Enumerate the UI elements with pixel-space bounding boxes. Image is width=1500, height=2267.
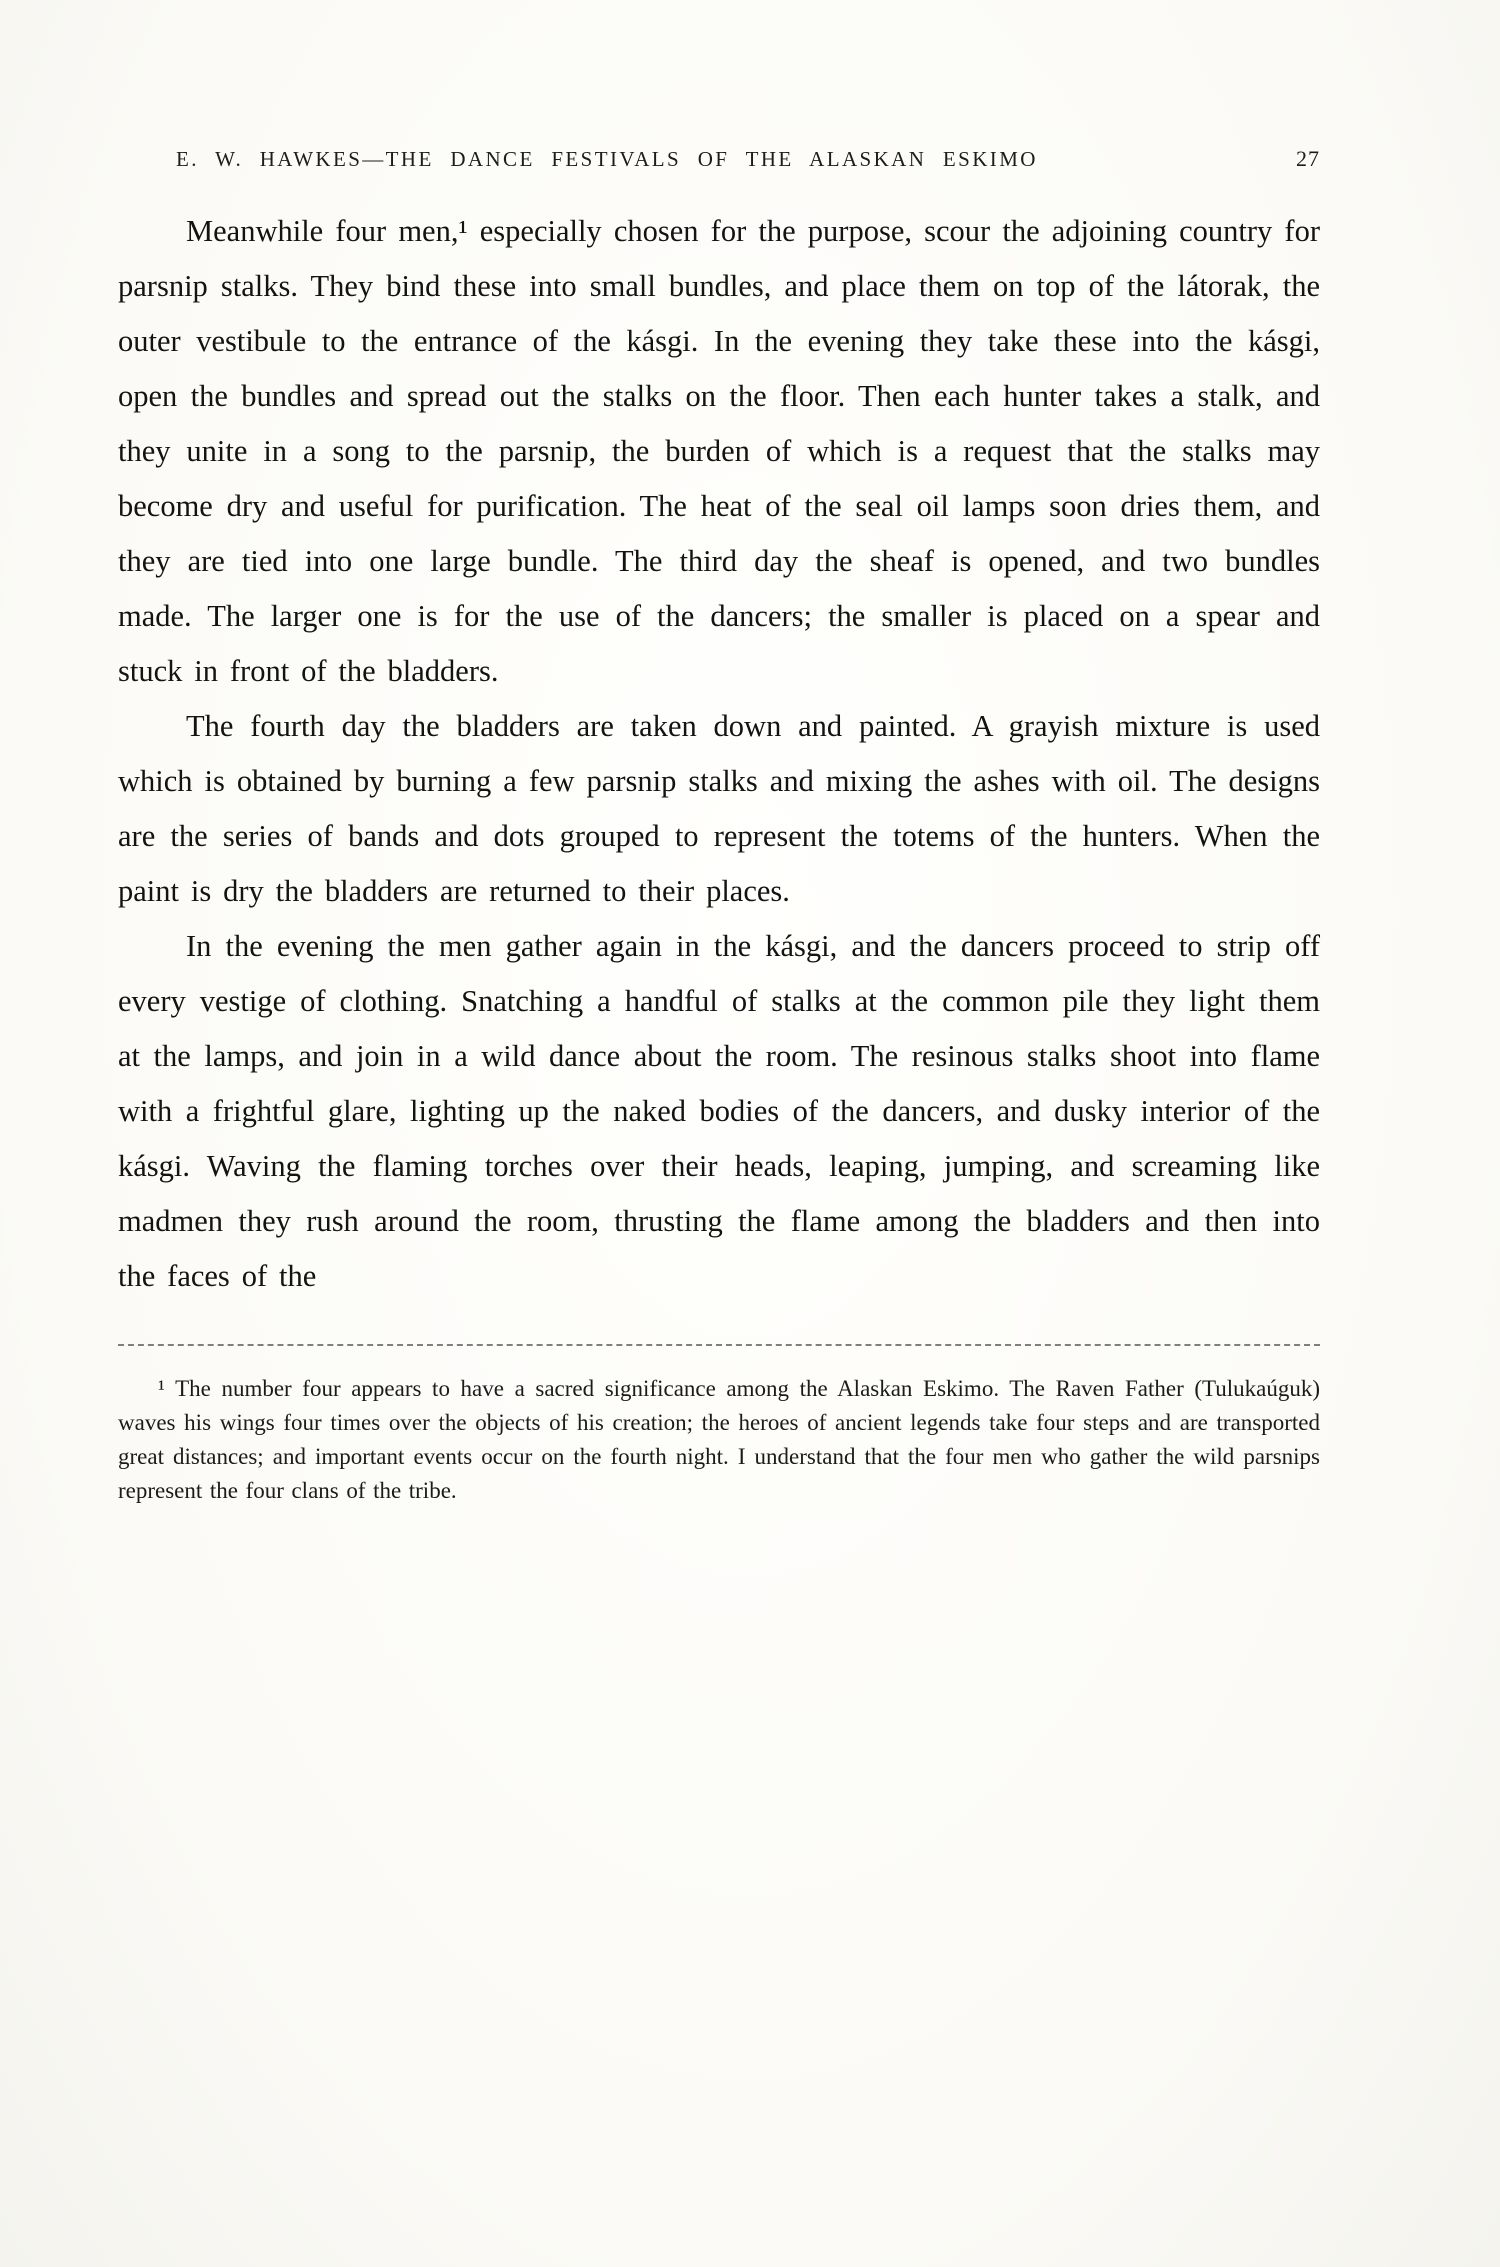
footnote: ¹ The number four appears to have a sacred significance among the Alaskan Eskimo. The Raven Father (Tulukaúguk) waves his wings four times over the objects of his creation; the heroes of ancient legends take four steps and are transported great distances; and important events occur on the fourth night. I understand that the four men who gather the wild parsnips represent the four clans of the tribe.	[118, 1376, 1320, 1503]
page-number: 27	[1296, 146, 1320, 171]
text-column	[118, 146, 1320, 1508]
footnote-divider	[118, 1344, 1320, 1346]
running-header	[118, 146, 1320, 172]
paragraph: Meanwhile four men,¹ especially chosen for the purpose, scour the adjoining country for parsnip stalks. They bind these into small bundles, and place them on top of the látorak, the outer vestibule to the entrance of the kásgi. In the evening they take these into the kásgi, open the bundles and spread out the stalks on the floor. Then each hunter takes a stalk, and they unite in a song to the parsnip, the burden of which is a request that the stalks may become dry and useful for purification. The heat of the seal oil lamps soon dries them, and they are tied into one large bundle. The third day the sheaf is opened, and two bundles made. The larger one is for the use of the dancers; the smaller is placed on a spear and stuck in front of the bladders.	[118, 214, 1320, 688]
running-title: E. W. HAWKES—THE DANCE FESTIVALS OF THE ALASKAN ESKIMO	[176, 147, 1038, 171]
paragraph: The fourth day the bladders are taken down and painted. A grayish mixture is used which is obtained by burning a few parsnip stalks and mixing the ashes with oil. The designs are the series of bands and dots grouped to represent the totems of the hunters. When the paint is dry the bladders are returned to their places.	[118, 709, 1320, 908]
paragraph: In the evening the men gather again in the kásgi, and the dancers proceed to strip off every vestige of clothing. Snatching a handful of stalks at the common pile they light them at the lamps, and join in a wild dance about the room. The resinous stalks shoot into flame with a frightful glare, lighting up the naked bodies of the dancers, and dusky interior of the kásgi. Waving the flaming torches over their heads, leaping, jumping, and screaming like madmen they rush around the room, thrusting the flame among the bladders and then into the faces of the	[118, 929, 1320, 1293]
page-body	[118, 204, 1320, 1304]
